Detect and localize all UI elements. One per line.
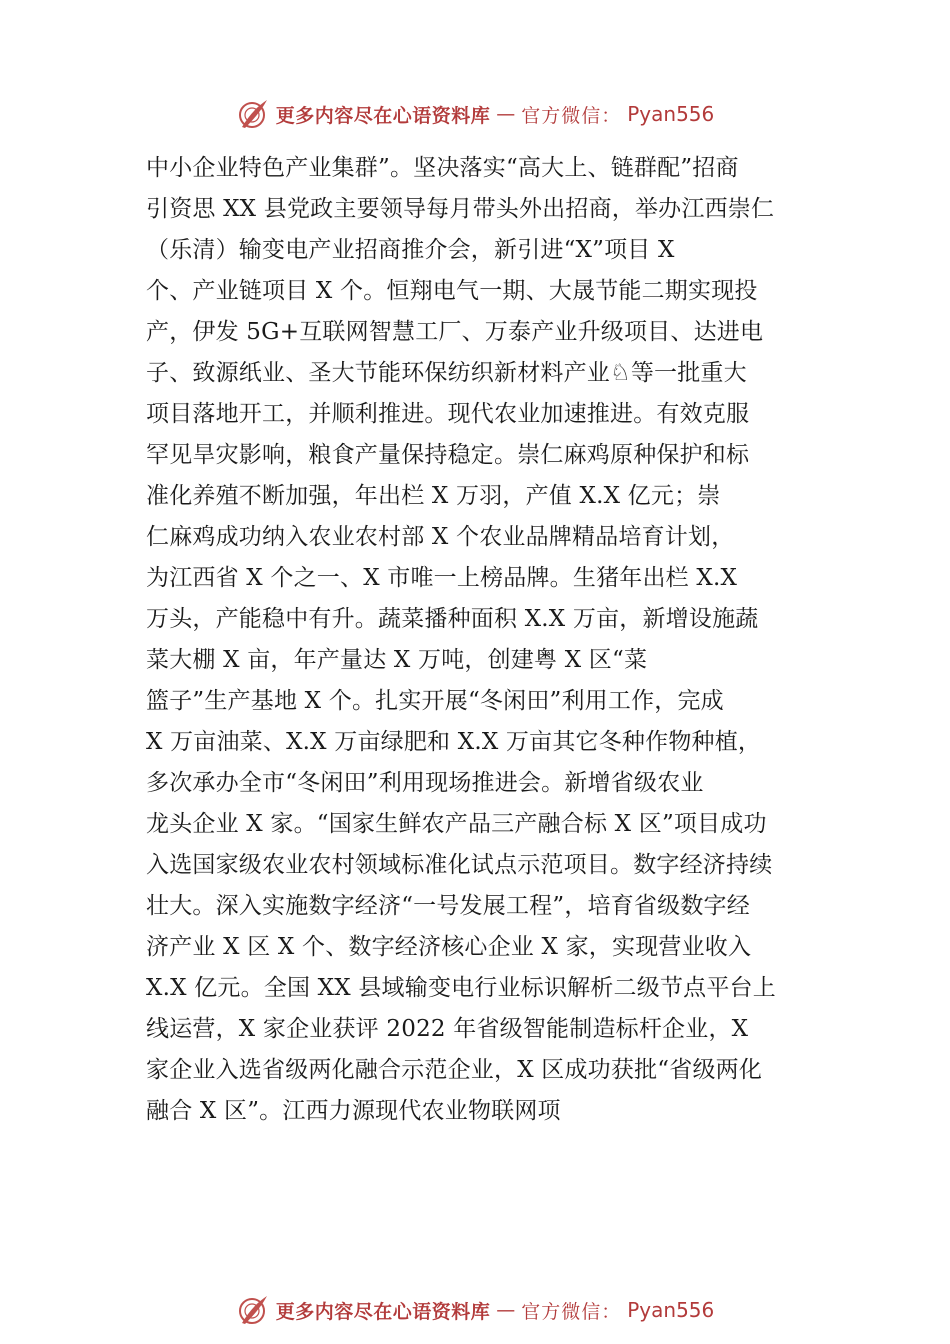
footer-banner-separator: — xyxy=(496,1299,516,1321)
body-line: 家企业入选省级两化融合示范企业，X 区成功获批“省级两化 xyxy=(146,1057,763,1083)
body-line: 个、产业链项目 X 个。恒翔电气一期、大晟节能二期实现投 xyxy=(146,278,758,304)
body-line: 入选国家级农业农村领域标准化试点示范项目。数字经济持续 xyxy=(146,852,773,878)
body-line: 济产业 X 区 X 个、数字经济核心企业 X 家，实现营业收入 xyxy=(146,934,752,960)
body-line: 为江西省 X 个之一、X 市唯一上榜品牌。生猪年出栏 X.X xyxy=(146,565,738,591)
body-line: 篮子”生产基地 X 个。扎实开展“冬闲田”利用工作，完成 xyxy=(146,688,724,714)
body-line: （乐清）输变电产业招商推介会，新引进“X”项目 X xyxy=(146,237,675,263)
header-banner-official-label: 官方微信： xyxy=(521,104,622,127)
body-line: 准化养殖不断加强，年出栏 X 万羽，产值 X.X 亿元；崇 xyxy=(146,483,721,509)
body-line: 子、致源纸业、圣大节能环保纺织新材料产业♘等一批重大 xyxy=(146,360,747,386)
body-line: 产，伊发 5G+互联网智慧工厂、万泰产业升级项目、达进电 xyxy=(146,319,764,345)
body-line: X 万亩油菜、X.X 万亩绿肥和 X.X 万亩其它冬种作物种植， xyxy=(146,729,762,755)
body-line: 项目落地开工，并顺利推进。现代农业加速推进。有效克服 xyxy=(146,401,750,427)
body-line: 仁麻鸡成功纳入农业农村部 X 个农业品牌精品培育计划， xyxy=(146,524,735,550)
body-line: 多次承办全市“冬闲田”利用现场推进会。新增省级农业 xyxy=(146,770,704,796)
body-line: 万头，产能稳中有升。蔬菜播种面积 X.X 万亩，新增设施蔬 xyxy=(146,606,759,632)
body-line: X.X 亿元。全国 XX 县域输变电行业标识解析二级节点平台上 xyxy=(146,975,776,1001)
footer-watermark-banner xyxy=(0,1290,950,1330)
body-line: 菜大棚 X 亩，年产量达 X 万吨，创建粤 X 区“菜 xyxy=(146,647,648,673)
logo-icon xyxy=(236,97,270,131)
body-line: 罕见旱灾影响，粮食产量保持稳定。崇仁麻鸡原种保护和标 xyxy=(146,442,750,468)
header-banner-separator: — xyxy=(496,103,516,125)
footer-banner-title: 更多内容尽在心语资料库 xyxy=(275,1300,491,1323)
body-line: 壮大。深入实施数字经济“一号发展工程”，培育省级数字经 xyxy=(146,893,750,919)
footer-banner-official-label: 官方微信： xyxy=(521,1300,622,1323)
header-banner-wechat-id: Pyan556 xyxy=(627,102,715,126)
body-line: 线运营，X 家企业获评 2022 年省级智能制造标杆企业，X xyxy=(146,1016,749,1042)
document-body xyxy=(146,148,826,1132)
body-line: 融合 X 区”。江西力源现代农业物联网项 xyxy=(146,1098,561,1124)
body-line: 引资思 XX 县党政主要领导每月带头外出招商，举办江西崇仁 xyxy=(146,196,775,222)
footer-banner-wechat-id: Pyan556 xyxy=(627,1298,715,1322)
body-line: 龙头企业 X 家。“国家生鲜农产品三产融合标 X 区”项目成功 xyxy=(146,811,767,837)
logo-icon xyxy=(236,1293,270,1327)
header-watermark-banner xyxy=(0,94,950,134)
body-line: 中小企业特色产业集群”。坚决落实“高大上、链群配”招商 xyxy=(146,155,739,181)
header-banner-title: 更多内容尽在心语资料库 xyxy=(275,104,491,127)
